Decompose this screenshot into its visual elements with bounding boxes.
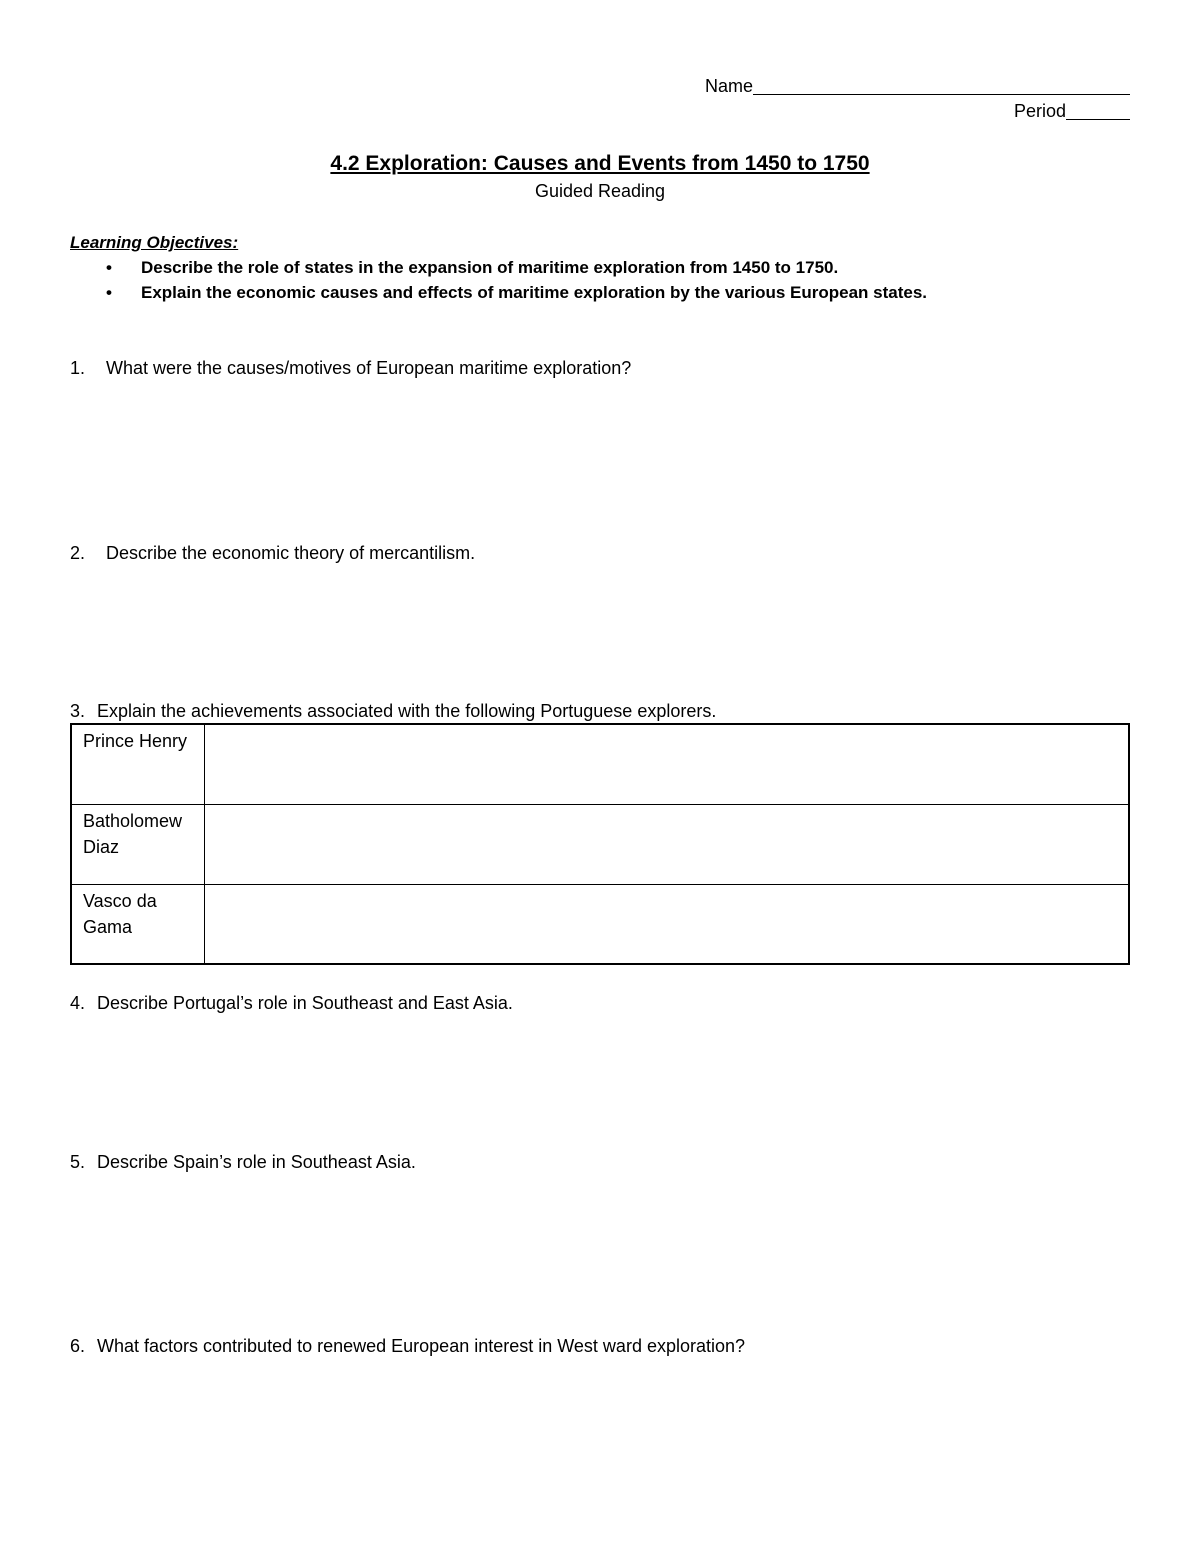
question-4 xyxy=(70,993,513,1014)
page-title: 4.2 Exploration: Causes and Events from 1450 to 1750 xyxy=(330,152,870,175)
objective-text: Explain the economic causes and effects of maritime exploration by the various European states. xyxy=(141,283,928,302)
question-3 xyxy=(70,701,716,722)
objective-item xyxy=(106,283,927,303)
objective-text: Describe the role of states in the expansion of maritime exploration from 1450 to 1750. xyxy=(141,258,839,277)
page-subtitle: Guided Reading xyxy=(534,181,666,201)
question-text: Describe the economic theory of mercantilism. xyxy=(106,543,476,563)
question-text: Explain the achievements associated with the following Portuguese explorers. xyxy=(97,701,717,721)
bullet-icon: • xyxy=(106,283,112,302)
question-text: Describe Spain’s role in Southeast Asia. xyxy=(97,1152,416,1172)
table-row xyxy=(71,804,1129,884)
question-number: 1. xyxy=(70,358,86,378)
explorer-name-cell: Prince Henry xyxy=(71,724,204,804)
question-5 xyxy=(70,1152,416,1173)
period-field xyxy=(1014,99,1130,122)
explorer-answer-cell[interactable] xyxy=(204,804,1129,884)
bullet-icon: • xyxy=(106,258,112,277)
table-row xyxy=(71,724,1129,804)
question-text: What were the causes/motives of European maritime exploration? xyxy=(106,358,632,378)
period-blank[interactable] xyxy=(1066,99,1130,120)
question-text: Describe Portugal’s role in Southeast and East Asia. xyxy=(97,993,513,1013)
explorer-answer-cell[interactable] xyxy=(204,884,1129,964)
name-field xyxy=(705,74,1130,97)
question-number: 6. xyxy=(70,1336,86,1356)
question-number: 2. xyxy=(70,543,86,563)
explorer-name-cell: Batholomew Diaz xyxy=(71,804,204,884)
explorers-table xyxy=(70,723,1130,965)
explorer-answer-cell[interactable] xyxy=(204,724,1129,804)
question-number: 5. xyxy=(70,1152,86,1172)
objectives-heading: Learning Objectives: xyxy=(70,233,239,252)
name-label: Name xyxy=(704,76,753,96)
table-row xyxy=(71,884,1129,964)
explorer-name-cell: Vasco da Gama xyxy=(71,884,204,964)
question-text: What factors contributed to renewed European interest in West ward exploration? xyxy=(97,1336,746,1356)
name-blank[interactable] xyxy=(753,74,1130,95)
question-number: 4. xyxy=(70,993,86,1013)
objective-item xyxy=(106,258,838,278)
period-label: Period xyxy=(1013,101,1066,121)
question-number: 3. xyxy=(70,701,86,721)
question-6 xyxy=(70,1336,745,1357)
question-2 xyxy=(70,543,475,564)
question-1 xyxy=(70,358,631,379)
